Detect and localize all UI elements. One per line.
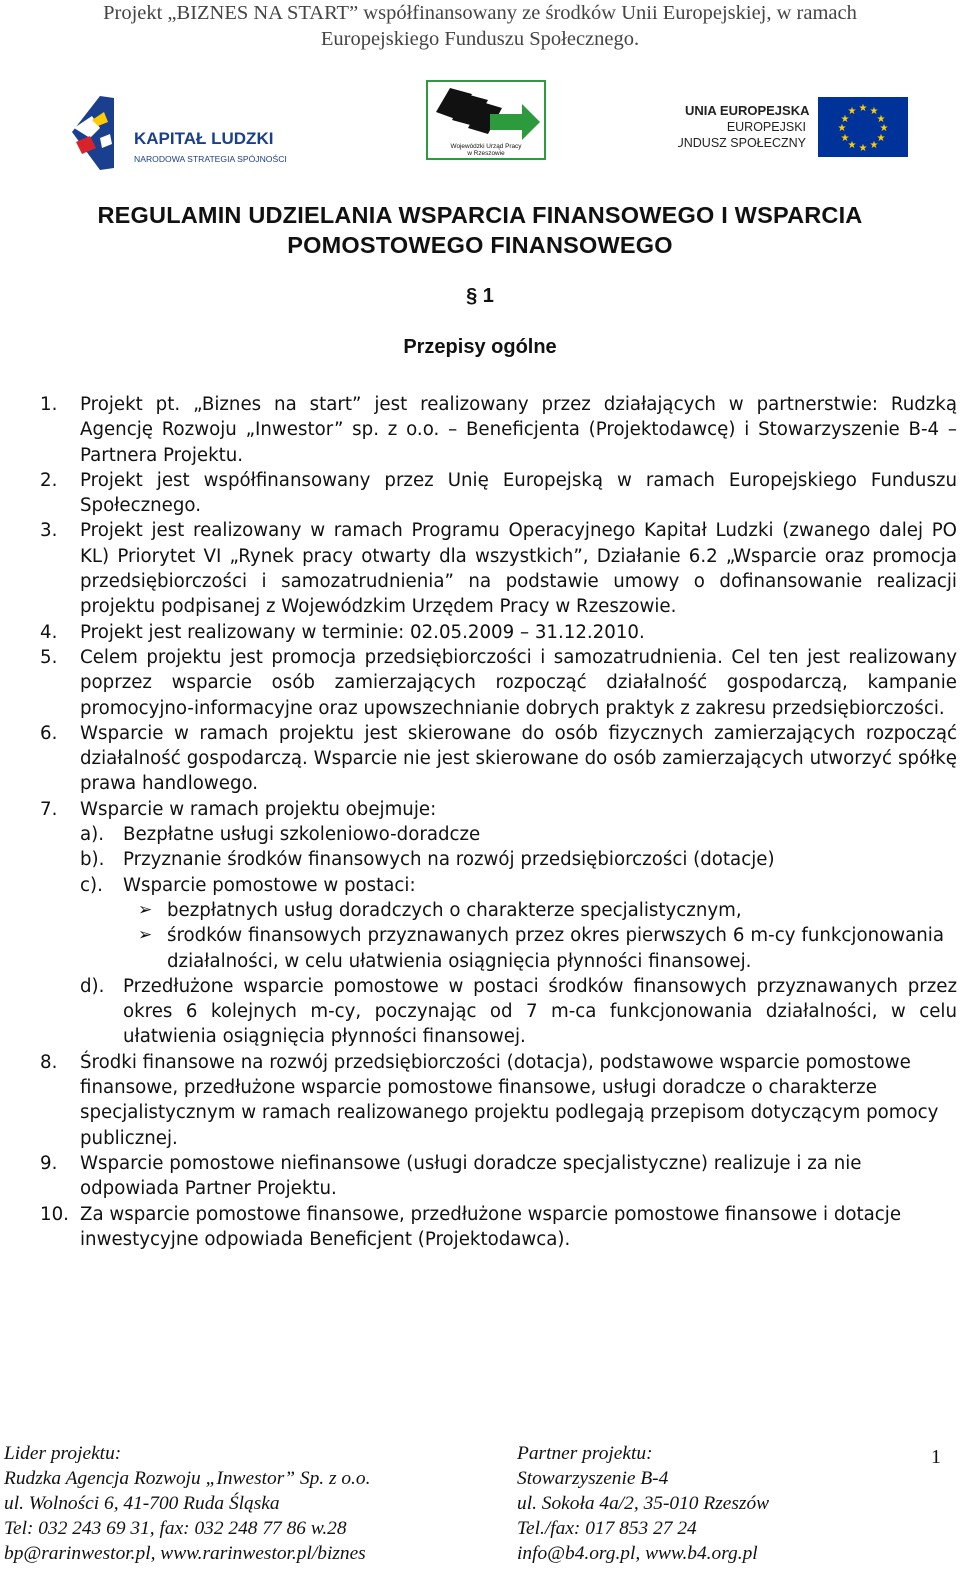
eu-logo-line3: FUNDUSZ SPOŁECZNY	[678, 136, 806, 150]
footer-partner-contact: info@b4.org.pl, www.b4.org.pl	[517, 1543, 758, 1564]
kapital-ludzki-emblem-icon	[70, 92, 310, 172]
list-item-number: 2.	[40, 469, 58, 491]
list-item	[40, 620, 960, 645]
footer-lider-phone: Tel: 032 243 69 31, fax: 032 248 77 86 w.28	[4, 1518, 347, 1539]
wup-text-line1: Wojewódzki Urząd Pracy	[450, 143, 522, 150]
sub-item-text: Przedłużone wsparcie pomostowe w postaci środków finansowych przyznawanych przez okres 6 kolejnych m-cy, poczynając od 7 m-ca funkcjonowania działalności, w celu ułatwienia osiągnięcia płynności finansowej.	[123, 975, 957, 1048]
sub-item	[80, 847, 960, 872]
sub-item-text: Przyznanie środków finansowych na rozwój przedsiębiorczości (dotacje)	[123, 849, 775, 871]
document-title-line2: POMOSTOWEGO FINANSOWEGO	[287, 232, 673, 258]
list-item	[40, 1202, 960, 1253]
footer-lider-label: Lider projektu:	[4, 1443, 122, 1464]
eu-efs-logo	[678, 96, 910, 158]
sub-item	[80, 974, 960, 1050]
kapital-ludzki-logo	[70, 92, 310, 172]
bullet-item	[123, 923, 960, 974]
svg-text:★: ★	[876, 114, 886, 125]
project-header-line1: Projekt „BIZNES NA START” współfinansowany ze środków Unii Europejskiej, w ramach	[103, 2, 857, 24]
list-item-text: Celem projektu jest promocja przedsiębiorczości i samozatrudnienia. Cel ten jest realizowany poprzez wsparcie osób zamierzających rozpocząć działalność gospodarczą, kampanie promocyjno-informacyjne oraz upowszechnianie dobrych praktyk z zakresu przedsiębiorczości.	[80, 646, 957, 719]
list-item	[40, 721, 960, 797]
list-item	[40, 392, 960, 468]
svg-text:★: ★	[879, 123, 889, 134]
sub-item-text: Wsparcie pomostowe w postaci:	[123, 874, 416, 896]
sub-item-label: b).	[80, 849, 105, 871]
list-item-text: Projekt jest realizowany w terminie: 02.05.2009 – 31.12.2010.	[80, 621, 645, 643]
bullet-item	[123, 898, 960, 923]
sub-item	[80, 822, 960, 847]
wup-text-line2: w Rzeszowie	[467, 150, 505, 157]
document-title	[0, 200, 960, 260]
eu-logo-line1: UNIA EUROPEJSKA	[685, 103, 810, 118]
arrow-bullet-icon: ➢	[138, 899, 153, 920]
sub-item-label: a).	[80, 824, 105, 846]
svg-text:★: ★	[837, 123, 847, 134]
svg-text:★: ★	[847, 140, 857, 151]
list-item-number: 9.	[40, 1152, 58, 1174]
logo-bar	[0, 78, 960, 178]
svg-text:★: ★	[869, 140, 879, 151]
document-title-line1: REGULAMIN UDZIELANIA WSPARCIA FINANSOWEGO I WSPARCIA	[97, 202, 863, 228]
footer-lider-name: Rudzka Agencja Rozwoju „Inwestor” Sp. z o.o.	[4, 1468, 371, 1489]
project-header	[0, 0, 960, 52]
list-item-number: 6.	[40, 722, 58, 744]
list-item	[40, 1050, 960, 1151]
footer-partner-name: Stowarzyszenie B-4	[517, 1468, 669, 1489]
list-item-text: Projekt jest realizowany w ramach Programu Operacyjnego Kapitał Ludzki (zwanego dalej PO KL) Priorytet VI „Rynek pracy otwarty dla wszystkich”, Działanie 6.2 „Wsparcie oraz promocja przedsiębiorczości i samozatrudnienia” na podstawie umowy o dofinansowanie realizacji projektu podpisanej z Wojewódzkim Urzędem Pracy w Rzeszowie.	[80, 520, 957, 618]
list-item-text: Środki finansowe na rozwój przedsiębiorczości (dotacja), podstawowe wsparcie pomostowe finansowe, przedłużone wsparcie pomostowe finansowe, usługi doradcze o charakterze specjalistycznym w ramach realizowanego projektu podlegają przepisom dotyczącym pomocy publicznej.	[80, 1051, 939, 1149]
bullet-text: środków finansowych przyznawanych przez okres pierwszych 6 m-cy funkcjonowania działalności, w celu ułatwienia osiągnięcia płynności finansowej.	[167, 925, 944, 972]
eu-efs-graphic	[678, 96, 910, 158]
eu-flag-icon	[818, 97, 908, 157]
list-item-text: Projekt jest współfinansowany przez Unię Europejską w ramach Europejskiego Funduszu Społecznego.	[80, 469, 957, 517]
list-item-text: Wsparcie w ramach projektu obejmuje:	[80, 798, 437, 820]
svg-text:★: ★	[840, 133, 850, 144]
list-item-number: 5.	[40, 646, 58, 668]
document-body	[40, 392, 960, 1252]
list-item-number: 4.	[40, 621, 58, 643]
footer-lider-contact: bp@rarinwestor.pl, www.rarinwestor.pl/biznes	[4, 1543, 366, 1564]
project-header-line2: Europejskiego Funduszu Społecznego.	[320, 28, 640, 50]
footer-partner	[517, 1441, 769, 1566]
list-item-text: Projekt pt. „Biznes na start” jest realizowany przez działających w partnerstwie: Rudzką Agencję Rozwoju „Inwestor” sp. z o.o. – Beneficjenta (Projektodawcę) i Stowarzyszenie B-4 – Partnera Projektu.	[80, 394, 957, 466]
footer-partner-label: Partner projektu:	[517, 1443, 653, 1464]
footer-lider	[4, 1441, 370, 1566]
svg-text:★: ★	[876, 133, 886, 144]
kapital-ludzki-subtitle: NARODOWA STRATEGIA SPÓJNOŚCI	[134, 154, 287, 164]
svg-text:★: ★	[847, 106, 857, 117]
svg-text:★: ★	[858, 143, 868, 154]
section-number: § 1	[466, 285, 494, 307]
list-item-text: Za wsparcie pomostowe finansowe, przedłużone wsparcie pomostowe finansowe i dotacje inwestycyjne odpowiada Beneficjent (Projektodawca).	[80, 1203, 902, 1250]
arrow-bullet-icon: ➢	[138, 925, 153, 946]
list-item	[40, 797, 960, 1050]
list-item	[40, 1151, 960, 1202]
eu-logo-line2: EUROPEJSKI	[726, 120, 806, 134]
footer-partner-address: ul. Sokoła 4a/2, 35-010 Rzeszów	[517, 1493, 770, 1514]
sub-item-label: c).	[80, 874, 103, 896]
list-item-text: Wsparcie pomostowe niefinansowe (usługi doradcze specjalistyczne) realizuje i za nie odpowiada Partner Projektu.	[80, 1152, 862, 1200]
list-item-number: 7.	[40, 798, 58, 820]
list-item-number: 8.	[40, 1051, 58, 1073]
svg-text:★: ★	[869, 106, 879, 117]
sub-item	[80, 873, 960, 974]
wup-emblem-icon	[426, 80, 546, 160]
list-item-number: 3.	[40, 520, 58, 542]
list-item	[40, 518, 960, 619]
list-item-number: 10.	[40, 1203, 69, 1225]
bullet-text: bezpłatnych usług doradczych o charakterze specjalistycznym,	[167, 899, 742, 921]
footer-lider-address: ul. Wolności 6, 41-700 Ruda Śląska	[4, 1493, 280, 1514]
sub-item-text: Bezpłatne usługi szkoleniowo-doradcze	[123, 824, 481, 846]
kapital-ludzki-name: KAPITAŁ LUDZKI	[134, 129, 274, 148]
list-item-number: 1.	[40, 394, 58, 415]
page-footer	[0, 1441, 960, 1589]
svg-text:★: ★	[858, 103, 868, 114]
list-item-text: Wsparcie w ramach projektu jest skierowane do osób fizycznych zamierzających rozpocząć działalność gospodarczą. Wsparcie nie jest skierowane do osób zamierzających utworzyć spółkę prawa handlowego.	[80, 722, 957, 795]
svg-text:★: ★	[840, 114, 850, 125]
page-number: 1	[931, 1446, 941, 1468]
wup-rzeszow-logo	[426, 80, 546, 160]
list-item	[40, 468, 960, 519]
section-title: Przepisy ogólne	[403, 336, 557, 358]
sub-item-label: d).	[80, 975, 105, 997]
list-item	[40, 645, 960, 721]
footer-partner-phone: Tel./fax: 017 853 27 24	[517, 1518, 697, 1539]
